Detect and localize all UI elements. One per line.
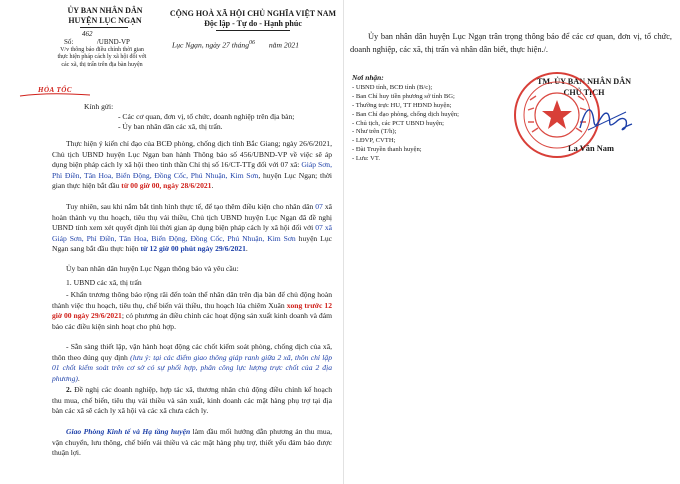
greeting-recipient2: - Ủy ban nhân dân các xã, thị trấn. (118, 122, 223, 131)
doc-number-handwritten: 462 (82, 30, 93, 38)
doc-number-prefix: Số: (64, 38, 74, 46)
document-page-2 (344, 0, 680, 484)
para2-text-c: huyện Lục Ngạn sang bắt đầu thực hiện (52, 233, 332, 253)
item1-bullet2 (52, 342, 332, 384)
signature-line1: TM. ỦY BAN NHÂN DÂN (536, 77, 632, 86)
item2 (52, 385, 332, 417)
doc-number-suffix: /UBND-VP (96, 38, 130, 46)
recipients-block (352, 74, 502, 164)
agency-line2: HUYỆN LỤC NGẠN (68, 16, 142, 25)
para2-text-a: Tuy nhiên, sau khi nắm bắt tình hình thực tế, để tạo thêm điều kiện cho nhân dân (66, 202, 314, 211)
date-month-word: tháng (231, 40, 250, 50)
recipient-item: - Như trên (T/h); (352, 128, 397, 136)
national-underline (216, 30, 290, 31)
agency-underline (80, 27, 128, 28)
urgent-stamp-label: HỎA TỐC (38, 86, 73, 94)
para2-communes: 07 xã Giáp Sơn, Phì Điền, Tân Hoa, Biển Động, Đồng Cốc, Phú Nhuận, Kim Sơn (52, 223, 332, 243)
item3-text: làm đầu mối hướng dẫn phương án thu mua, vận chuyển, lưu thông, chế biến vải thiều và các mặt hàng phụ trợ, thiết yếu đảm bảo được thuận lợi. (52, 427, 332, 457)
country-line2: Độc lập - Tự do - Hạnh phúc (204, 19, 302, 28)
item1-bullet2-note: (lưu ý: tại các điểm giao thông giáp ranh giữa 2 xã, thôn chỉ lập 01 chốt kiểm soát trên cơ sở có sự phối hợp, phân công lực lượng trực chốt của 2 địa phương) (52, 352, 333, 383)
item2-number: 2. (66, 385, 72, 394)
para2-end: . (245, 244, 248, 253)
recipient-item: - Ban Chỉ đạo phòng, chống dịch huyện; (352, 110, 459, 118)
agency-line1: ỦY BAN NHÂN DÂN (67, 6, 143, 15)
para1-communes: Giáp Sơn, Phì Điền, Tân Hoa, Biển Động, Đồng Cốc, Phú Nhuận, Kim Sơn (52, 160, 332, 180)
item2-text: Đề nghị các doanh nghiệp, hợp tác xã, thương nhân chủ động điều chỉnh kế hoạch thu mua, chế biến, tiêu thụ vải thiều và sản xuất, kinh doanh các mặt hàng phụ trợ tại địa bàn các xã sẽ cách ly xã hội và các xã chưa cách ly. (52, 385, 332, 415)
recipient-item: - Thường trực HU, TT HĐND huyện; (352, 101, 452, 109)
doc-subject: V/v thông báo điều chỉnh thời gian thực hiện pháp cách ly xã hội đối với các xã, thị trấn trên địa bàn huyện (57, 47, 147, 68)
paragraph-1 (52, 139, 332, 192)
urgent-stamp (24, 86, 72, 94)
paragraph-3: Ủy ban nhân dân huyện Lục Ngạn thông báo và yêu cầu: (66, 264, 239, 273)
para1-text-a: Thực hiện ý kiến chỉ đạo của BCĐ phòng, chống dịch tỉnh Bắc Giang; ngày 26/6/2021, Chủ tịch UBND huyện Lục Ngạn ban hành Thông báo số 456/UBND-VP về việc sẽ áp dụng biện pháp cách ly xã hội theo tinh thần Chỉ thị số 16/CT-TTg đối với 07 xã: (52, 139, 332, 169)
date-prefix: Lục Ngạn, ngày (172, 40, 221, 50)
recipient-item: - UBND tỉnh, BCĐ tỉnh (B/c); (352, 83, 433, 91)
recipient-item: - LĐVP, CVTH; (352, 137, 396, 145)
para2-time: từ 12 giờ 00 phút ngày 29/6/2021 (140, 244, 246, 253)
item1-bullet2-text: - Sẵn sàng thiết lập, vận hành hoạt động các chốt kiểm soát phòng, chống dịch của xã, thôn theo đúng quy định (52, 342, 332, 362)
recipient-item: - Lưu: VT. (352, 155, 381, 163)
date-day: 27 (222, 40, 230, 50)
stamp-underline-icon (18, 86, 92, 98)
date-year: năm 2021 (268, 40, 300, 50)
item3 (52, 427, 332, 459)
closing-paragraph: Ủy ban nhân dân huyện Lục Ngạn trân trọng thông báo để các cơ quan, đơn vị, tổ chức, doanh nghiệp, các xã, thị trấn và nhân dân biết, thực hiện./. (350, 32, 672, 54)
item1-bullet1-text-a: - Khẩn trương thông báo rộng rãi đến toàn thể nhân dân trên địa bàn để chủ động hoàn thành việc thu hoạch, tiêu thụ, chế biến vải thiều, thu hoạch lúa chiêm Xuân (52, 290, 332, 310)
handwritten-signature-icon (576, 100, 636, 140)
recipient-item: - Ban Chỉ huy tiền phương sở tỉnh BG; (352, 92, 455, 100)
recipient-item: - Chủ tịch, các PCT UBND huyện; (352, 119, 444, 127)
doc-number (64, 38, 130, 46)
item1-bullet1-text-b: ; có phương án điều chỉnh các hoạt động sản xuất kinh doanh và đảm bảo các điều kiện sinh hoạt cho phù hợp. (52, 311, 333, 331)
paragraph-2 (52, 202, 332, 255)
greeting-label: Kính gửi: (84, 102, 114, 111)
item1-bullet1 (52, 290, 332, 332)
item1-heading: 1. UBND các xã, thị trấn (66, 278, 142, 287)
para1-end: . (211, 181, 214, 190)
item1-bullet2-end: . (77, 373, 80, 383)
item1-bullet1-time: xong trước 12 giờ 00 ngày 29/6/2021 (52, 300, 332, 320)
agency-header (40, 6, 170, 26)
signer-name: La Văn Nam (568, 144, 614, 153)
item3-subject: Giao Phòng Kinh tế và Hạ tầng huyện (66, 427, 191, 436)
signature-line2: CHỦ TỊCH (563, 88, 605, 97)
recipient-item: - Đài Truyền thanh huyện; (352, 146, 422, 154)
national-header (168, 9, 338, 29)
para1-text-b: , huyện Lục Ngạn; thời gian thực hiện bắt đầu (52, 170, 332, 190)
issue-date (172, 40, 299, 50)
country-line1: CỘNG HOÀ XÃ HỘI CHỦ NGHĨA VIỆT NAM (169, 9, 337, 18)
recipients-title: Nơi nhận: (352, 73, 384, 82)
para2-text-b: xã hoàn thành vụ thu hoạch, tiêu thụ vải thiều, Chủ tịch UBND huyện Lục Ngạn đã đề nghị UBND tỉnh xem xét quyết định lùi thời gian áp dụng biện pháp cách ly xã hội đối với (52, 202, 332, 232)
para1-time: từ 00 giờ 00, ngày 28/6/2021 (121, 181, 212, 190)
para2-count: 07 (315, 202, 323, 211)
greeting-recipient1: - Các cơ quan, đơn vị, tổ chức, doanh nghiệp trên địa bàn; (118, 112, 295, 121)
date-month: 06 (249, 40, 256, 46)
